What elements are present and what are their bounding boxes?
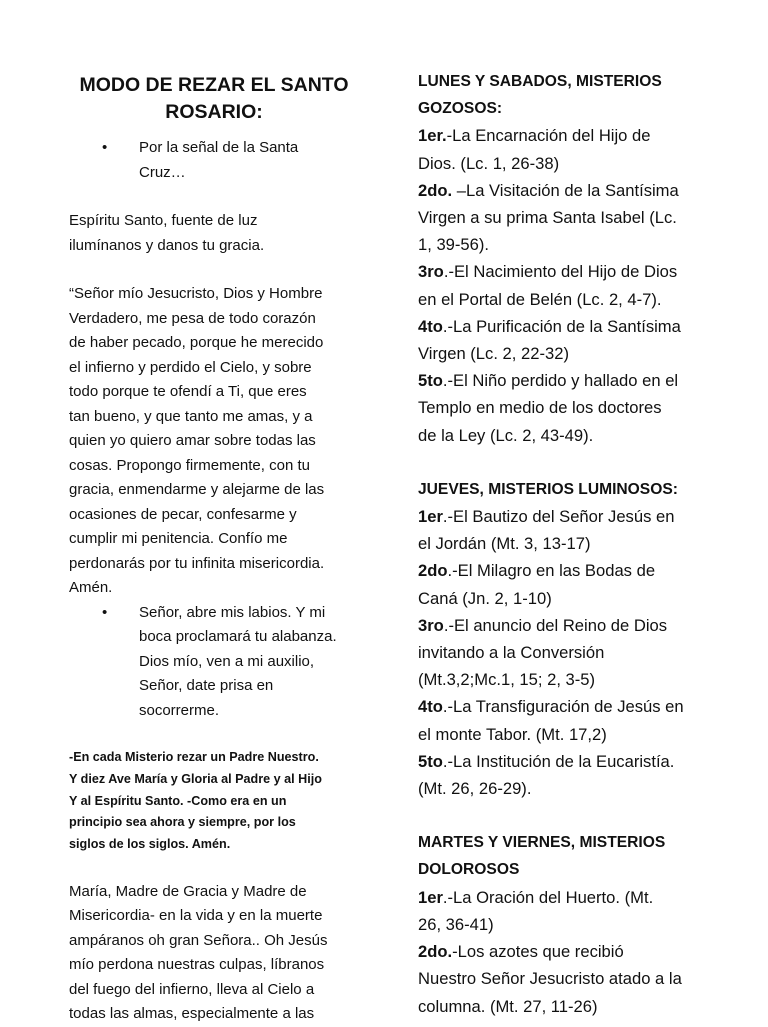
mystery-text: de la Ley (Lc. 2, 43-49).	[418, 425, 594, 445]
mystery-number: 5to	[418, 371, 443, 391]
mystery-number: 2do	[418, 561, 448, 581]
text-line: ampáranos oh gran Señora.. Oh Jesús	[69, 931, 328, 949]
heading-line: JUEVES, MISTERIOS LUMINOSOS:	[418, 480, 678, 498]
heading-line: LUNES Y SABADOS, MISTERIOS	[418, 73, 662, 90]
mystery-text: el Jordán (Mt. 3, 13-17)	[418, 534, 591, 554]
note-line: Y diez Ave María y Gloria al Padre y al Hijo	[69, 771, 322, 786]
paragraph-holy-spirit	[69, 209, 359, 258]
bullet-line: Señor, date prisa en	[139, 677, 274, 694]
heading-line: MARTES Y VIERNES, MISTERIOS	[418, 834, 666, 852]
note-line: siglos de los siglos. Amén.	[69, 837, 231, 852]
text-line: todas las almas, especialmente a las	[69, 1005, 315, 1023]
text-line: perdonarás por tu infinita misericordia.	[69, 554, 325, 572]
left-column	[69, 68, 359, 1027]
mystery-number: 2do.	[418, 180, 453, 200]
text-line: todo porque te ofendí a Ti, que eres	[69, 383, 307, 400]
text-line: cosas. Propongo firmemente, con tu	[69, 456, 310, 474]
mystery-number: 3ro	[418, 615, 444, 635]
text-line: Espíritu Santo, fuente de luz	[69, 212, 258, 229]
bullet-sign-of-cross	[69, 136, 359, 185]
note-line: Y al Espíritu Santo. -Como era en un	[69, 793, 287, 808]
mystery-text: (Mt. 26, 26-29).	[418, 779, 532, 799]
mystery-text: en el Portal de Belén (Lc. 2, 4-7).	[418, 289, 662, 309]
bullet-line: Señor, abre mis labios. Y mi	[139, 603, 326, 621]
heading-line: DOLOROSOS	[418, 861, 520, 879]
bullet-line: socorrerme.	[139, 701, 220, 719]
text-line: del fuego del infierno, lleva al Cielo a	[69, 980, 315, 998]
heading-dolorosos	[418, 829, 718, 883]
page-title	[69, 72, 359, 126]
text-line: Amén.	[69, 579, 113, 596]
note-line: principio sea ahora y siempre, por los	[69, 815, 296, 830]
mystery-item	[418, 258, 718, 312]
mystery-text: Templo en medio de los doctores	[418, 398, 662, 418]
heading-luminosos	[418, 476, 718, 503]
mystery-number: 1er	[418, 887, 443, 907]
mystery-text: invitando a la Conversión	[418, 643, 605, 663]
mystery-item	[418, 367, 718, 449]
mystery-number: 2do.	[418, 942, 453, 962]
text-line: Misericordia- en la vida y en la muerte	[69, 907, 323, 925]
mystery-text: Virgen (Lc. 2, 22-32)	[418, 344, 569, 364]
bullet-dot-icon: •	[102, 603, 108, 621]
text-line: ocasiones de pecar, confesarme y	[69, 505, 297, 523]
mystery-text: Caná (Jn. 2, 1-10)	[418, 588, 552, 608]
title-line-2: ROSARIO:	[165, 101, 263, 123]
list-gozosos	[418, 122, 718, 448]
list-dolorosos	[418, 884, 718, 1020]
mystery-item	[418, 612, 718, 694]
bullet-line: Dios mío, ven a mi auxilio,	[139, 652, 315, 670]
mystery-number: 1er	[418, 507, 443, 527]
mystery-item	[418, 693, 718, 747]
text-line: tan bueno, y que tanto me amas, y a	[69, 407, 313, 425]
mystery-item	[418, 122, 718, 176]
right-column	[418, 68, 718, 1020]
mystery-number: 4to	[418, 316, 443, 336]
note-line: -En cada Misterio rezar un Padre Nuestro.	[69, 750, 319, 764]
mystery-text: .-La Purificación de la Santísima	[442, 316, 681, 336]
text-line: Verdadero, me pesa de todo corazón	[69, 309, 316, 327]
mystery-item	[418, 884, 718, 938]
mystery-text: .-El Milagro en las Bodas de	[447, 561, 656, 581]
mystery-item	[418, 938, 718, 1020]
heading-gozosos	[418, 68, 718, 122]
bullet-open-my-lips	[69, 601, 359, 724]
heading-line: GOZOSOS:	[418, 100, 503, 118]
mystery-item	[418, 748, 718, 802]
mystery-item	[418, 557, 718, 611]
bullet-line: Cruz…	[139, 163, 186, 181]
mystery-text: .-El Niño perdido y hallado en el	[442, 371, 679, 391]
text-line: María, Madre de Gracia y Madre de	[69, 882, 307, 900]
text-line: cumplir mi penitencia. Confío me	[69, 530, 288, 547]
mystery-text: –La Visitación de la Santísima	[452, 180, 679, 200]
text-line: mío perdona nuestras culpas, líbranos	[69, 956, 325, 974]
mystery-text: .-El Bautizo del Señor Jesús en	[442, 507, 675, 527]
mystery-text: .-El Nacimiento del Hijo de Dios	[443, 262, 678, 282]
mystery-item	[418, 177, 718, 259]
mystery-number: 5to	[418, 751, 443, 771]
mystery-number: 1er.	[418, 126, 447, 146]
mystery-text: Nuestro Señor Jesucristo atado a la	[418, 969, 682, 989]
text-line: quien yo quiero amar sobre todas las	[69, 432, 316, 449]
mystery-item	[418, 503, 718, 557]
mystery-text: 26, 36-41)	[418, 914, 494, 934]
paragraph-maria-madre	[69, 880, 359, 1027]
title-line-1: MODO DE REZAR EL SANTO	[79, 74, 349, 96]
mystery-text: columna. (Mt. 27, 11-26)	[418, 996, 598, 1016]
mystery-number: 3ro	[418, 262, 444, 282]
text-line: de haber pecado, porque he merecido	[69, 334, 324, 351]
mystery-text: el monte Tabor. (Mt. 17,2)	[418, 724, 607, 744]
mystery-text: -Los azotes que recibió	[452, 942, 624, 962]
mystery-text: (Mt.3,2;Mc.1, 15; 2, 3-5)	[418, 670, 596, 690]
mystery-text: .-La Institución de la Eucaristía.	[442, 751, 675, 771]
bullet-dot-icon: •	[102, 139, 108, 156]
mystery-text: .-El anuncio del Reino de Dios	[443, 615, 668, 635]
text-line: ilumínanos y danos tu gracia.	[69, 236, 265, 254]
text-line: gracia, enmendarme y alejarme de las	[69, 481, 325, 498]
text-line: el infierno y perdido el Cielo, y sobre	[69, 358, 312, 376]
mystery-text: Dios. (Lc. 1, 26-38)	[418, 153, 560, 173]
mystery-instructions-note	[69, 747, 359, 856]
mystery-number: 4to	[418, 697, 443, 717]
bullet-line: Por la señal de la Santa	[139, 139, 299, 156]
mystery-text: -La Encarnación del Hijo de	[446, 126, 651, 146]
text-line: “Señor mío Jesucristo, Dios y Hombre	[69, 285, 323, 302]
mystery-text: .-La Transfiguración de Jesús en	[442, 697, 684, 717]
list-luminosos	[418, 503, 718, 802]
bullet-line: boca proclamará tu alabanza.	[139, 628, 337, 645]
mystery-item	[418, 313, 718, 367]
paragraph-act-of-contrition	[69, 282, 359, 601]
mystery-text: 1, 39-56).	[418, 235, 490, 255]
mystery-text: .-La Oración del Huerto. (Mt.	[442, 887, 654, 907]
mystery-text: Virgen a su prima Santa Isabel (Lc.	[418, 208, 677, 228]
